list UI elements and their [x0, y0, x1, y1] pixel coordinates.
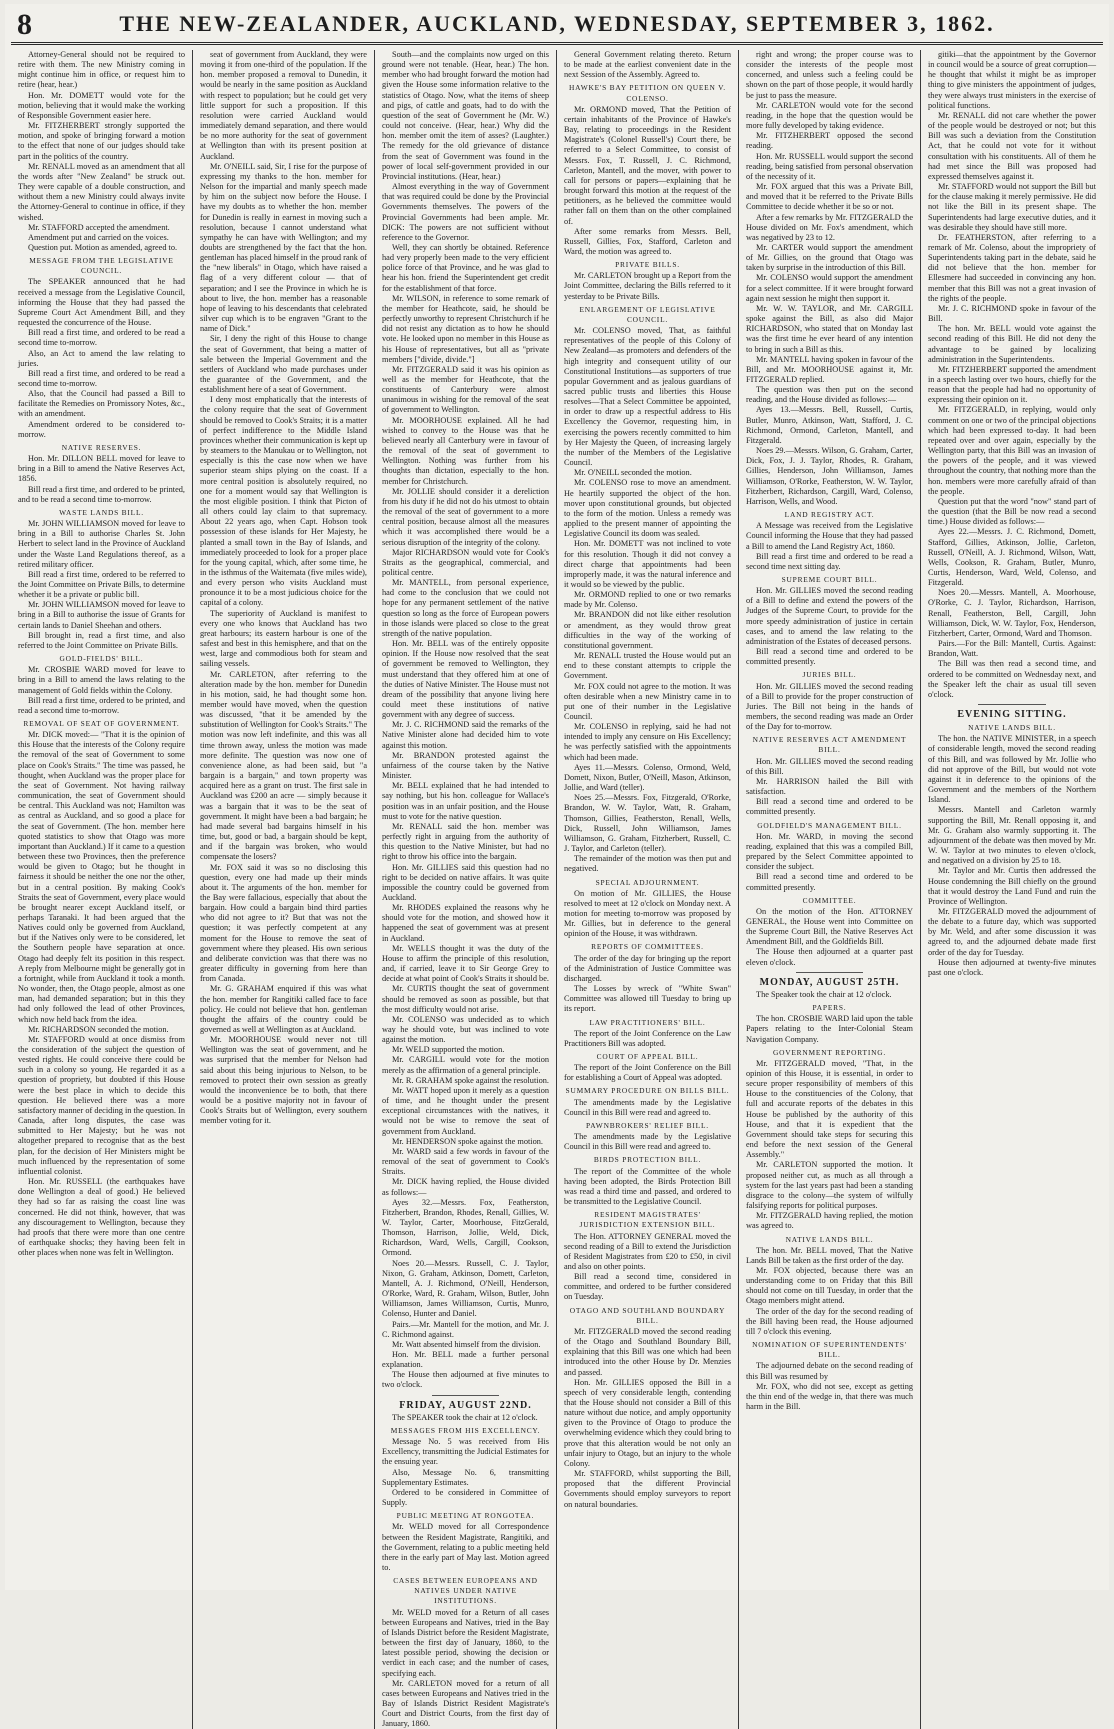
paragraph: After a few remarks by Mr. FITZGERALD the House divided on Mr. Fox's amendment, which was negatived by 23 to 12.: [746, 212, 913, 242]
paragraph: Mr. CARLETON would vote for the second reading, in the hope that the question would be more fully developed by taking evidence.: [746, 100, 913, 131]
section-heading: SUMMARY PROCEDURE ON BILLS BILL.: [565, 1086, 730, 1096]
section-heading: REMOVAL OF SEAT OF GOVERNMENT.: [23, 719, 180, 728]
paragraph: The amendments made by the Legislative Council in this Bill were read and agreed to.: [564, 1132, 731, 1152]
section-heading: PRIVATE BILLS.: [615, 260, 680, 270]
paragraph: Mr. FITZGERALD moved the second reading of the Otago and Southland Boundary Bill, explaining that this Bill was one which had been introduced into the other House by Dr. Menzies and passed.: [564, 1326, 731, 1377]
paragraph: On the motion of the Hon. ATTORNEY GENERAL, the House went into Committee on the Supreme Court Bill, the Native Reserves Act Amendment Bill, and the Goldfields Bill.: [746, 906, 913, 947]
section-heading: CASES BETWEEN EUROPEANS AND NATIVES UNDER NATIVE INSTITUTIONS.: [393, 1576, 538, 1606]
paragraph: Bill brought in, read a first time, and also referred to the Joint Committee on Private Bills.: [18, 630, 185, 650]
paragraph: Mr. COLENSO would support the amendment for a select committee. If it were brought forward again next session he might then support it.: [746, 273, 913, 303]
paragraph: Mr. WATT hoped upon it merely as a question of time, and he thought under the present exceptional circumstances with the natives, it would not be wise to remove the seat of government from Auckland.: [382, 1085, 549, 1136]
masthead: [11, 4, 1103, 45]
paragraph: Hon. Mr. RUSSELL would support the second reading, being satisfied from personal observation of the necessity of it.: [746, 151, 913, 181]
paragraph: Mr. FOX said it was so no disclosing this question, every one had made up their minds about it. The arguments of the hon. member for the Bay were fallacious, especially that about the bargain. How could a bargain bind third parties who did not agree to it? But that was not the question; it was perfectly competent at any moment for the House to remove the seat of government where they pleased. His own serious and deliberate conviction was that there was no greater difficulty in governing from here than from Canada.: [200, 862, 367, 984]
newspaper-title: THE NEW-ZEALANDER, AUCKLAND, WEDNESDAY, SEPTEMBER 3, 1862.: [119, 11, 995, 36]
column-5: [739, 50, 921, 1729]
paragraph: The amendments made by the Legislative Council in this Bill were read and agreed to.: [564, 1097, 731, 1117]
paragraph: Ayes 22.—Messrs. J. C. Richmond, Domett, Stafford, Gillies, Atkinson, Jollie, Carleton, Russell, O'Neill, A. J. Richmond, Wilson, Watt, Wells, Cookson, R. Graham, Butler, Munro, Curtis, Henderson, Ward, Weld, Colenso, and Fitzgerald.: [928, 527, 1096, 588]
sitting-heading: MONDAY, AUGUST 25TH.: [759, 976, 900, 988]
paragraph: Mr. DICK having replied, the House divided as follows:—: [382, 1177, 549, 1197]
paragraph: Mr. BELL explained that he had intended to say nothing, but his hon. colleague for Wallace's position was in an unfair position, and the House must to vote for the native question.: [382, 781, 549, 821]
paragraph: Bill read a second time and ordered to be committed presently.: [746, 797, 913, 817]
paragraph: Hon. Mr. GILLIES moved the second reading of a Bill to provide for the proper construction of Juries. The Bill not being in the hands of members, the second reading was made an Order of the Day for to-morrow.: [746, 681, 913, 732]
paragraph: Question put that the word "now" stand part of the question (that the Bill be now read a second time.) House divided as follows:—: [928, 496, 1096, 527]
paragraph: Mr. FOX argued that this was a Private Bill, and moved that it be referred to the Private Bills Committee to decide whether it be so or not.: [746, 182, 913, 212]
section-heading: RESIDENT MAGISTRATES' JURISDICTION EXTENSION BILL.: [579, 1210, 716, 1230]
paragraph: Mr. BRANDON did not like either resolution or amendment, as they would throw great difficulties in the way of the working of constitutional government.: [564, 610, 731, 650]
paragraph: Mr. MOORHOUSE would never not till Wellington was the seat of government, and he was surprised that the member for Nelson had said about this being injurious to Nelson, to be removed to protect their own session as greatly would the inconvenience be to both, that there would be a positive majority not in favour of Cook's Straits but of Wellington, every southern member voting for it.: [200, 1035, 367, 1126]
paragraph: Mr. WELD moved for a Return of all cases between Europeans and Natives, tried in the Bay of Islands District before the Resident Magistrate, between the first day of January, 1860, to the latest possible period, showing the decision or verdict in each case; and the number of cases, specifying each.: [382, 1607, 549, 1678]
article-columns: [11, 50, 1103, 1729]
paragraph: Mr. FITZGERALD, in replying, would only comment on one or two of the principal objections which had been expressed to-day. It had been repeated over and over again, especially by the Wellington party, that this Bill was an invasion of the powers of the people, and it was viewed throughout the country, that nothing more than the hon. members were more carefully afraid of than the people.: [928, 405, 1096, 496]
section-heading: ENLARGEMENT OF LEGISLATIVE COUNCIL.: [579, 304, 716, 324]
paragraph: Hon. Mr. DILLON BELL moved for leave to bring in a Bill to amend the Native Reserves Act, 1856.: [18, 454, 185, 484]
paragraph: Mr. FITZGERALD moved, "That, in the opinion of this House, it is essential, in order to secure proper responsibility of members of this House to the constituencies of the Colony, that full and accurate reports of the debates in this House be published by the authority of this House, and that it is expedient that the Government should take steps for securing this end before the next session of the General Assembly.": [746, 1058, 913, 1160]
paragraph: right and wrong; the proper course was to consider the interests of the people most concerned, and unless such a feeling could be shown on the part of those people, it would hardly be just to pass the measure.: [746, 50, 913, 100]
paragraph: Question put. Motion as amended, agreed to.: [28, 242, 178, 252]
paragraph: Bill read a first time, ordered to be printed, and read a second time to-morrow.: [18, 695, 185, 715]
paragraph: Mr. FITZGERALD moved the adjournment of the debate to a future day, which was supported by Mr. Weld, and after some discussion it was agreed to, and the adjourned debate made first order of the day for Tuesday.: [928, 906, 1096, 957]
paragraph: Ayes 32.—Messrs. Fox, Featherston, Fitzherbert, Brandon, Rhodes, Renall, Gillies, W. W. Taylor, Carter, Moorhouse, FitzGerald, Thomson, Harrison, Jollie, Weld, Dick, Richardson, Ward, Wells, Cargill, Cookson, Ormond.: [382, 1197, 549, 1258]
paragraph: Mr. J. C. RICHMOND said the remarks of the Native Minister alone had decided him to vote against this motion.: [382, 720, 549, 750]
paragraph: The adjourned debate on the second reading of this Bill was resumed by: [746, 1361, 913, 1381]
section-heading: PAPERS.: [812, 1003, 847, 1013]
paragraph: Mr. STAFFORD would at once dismiss from the consideration of the subject the question of vested rights. He could conceive there could be such in a colony so young. He regarded it as a question of propriety, but doubted if this House were the best place in which to decide this question. He believed there was a more satisfactory manner of deciding in the question. In Canada, after long disputes, the case was submitted to Her Majesty; but he was not altogether prepared to recognise that as the best plan, for the decision of Her Ministers might be much influenced by the representation of some influential colonist.: [18, 1034, 185, 1176]
paragraph: Mr. JOLLIE should consider it a dereliction from his duty if he did not do his utmost to obtain the removal of the seat of government to a more central position, because almost all the measures which it was accomplished there would be a serious disruption of the integrity of the colony.: [382, 486, 549, 547]
paragraph: The question was then put on the second reading, and the House divided as follows:—: [746, 385, 913, 405]
paragraph: Pairs.—For the Bill: Mantell, Curtis. Against: Brandon, Watt.: [928, 639, 1096, 659]
paragraph: Mr. CARLETON supported the motion. It proposed neither cut, as much as all through a system for the last years past had been a standing disgrace to the colony—the system of wilfully falsifying reports for political purposes.: [746, 1160, 913, 1211]
section-divider: [796, 972, 863, 973]
paragraph: seat of government from Auckland, they were moving it from one-third of the population. If the hon. member proposed a removal to Dunedin, it would be nearly in the same position as Auckland with respect to population; but he could get very little support for such a proposition. If this resolution were carried Auckland would immediately demand separation, and there would be no more authority for the seat of government at Wellington than with its present position at Auckland.: [200, 50, 367, 161]
paragraph: Mr. J. C. RICHMOND spoke in favour of the Bill.: [928, 303, 1096, 324]
paragraph: On motion of Mr. GILLIES, the House resolved to meet at 12 o'clock on Monday next. A motion for meeting to-morrow was proposed by Mr. Gillies, but in deference to the general opinion of the House, it was withdrawn.: [564, 888, 731, 939]
paragraph: Hon. Mr. GILLIES moved the second reading of this Bill.: [746, 756, 913, 776]
paragraph: The hon. CROSBIE WARD laid upon the table Papers relating to the Inter-Colonial Steam Navigation Company.: [746, 1014, 913, 1044]
paragraph: I deny most emphatically that the interests of the colony require that the seat of Government should be removed to Cook's Straits; it is a matter of perfect indifference to the Middle Island provinces whether their communication is kept up by steamers to the Manukau or to Wellington, not especially is this the case now when we have superior steam ships plying on the coast. If a more central position is absolutely required, no one for a moment would say that Wellington is the most eligible position. I think that Picton of all others could lay claim to that supremacy. About 22 years ago, when Capt. Hobson took possession of these islands for Her Majesty, he planted a small town in the Bay of Islands, and immediately proceeded to look for a proper place for the young capital, which, after some time, he in the isthmus of the Waitemata (five miles wide), and every person who visits Auckland must pronounce it to be a most judicious choice for the capital of a colony.: [200, 395, 367, 608]
paragraph: Mr. ORMOND moved, That the Petition of certain inhabitants of the Province of Hawke's Bay, relating to proceedings in the Resident Magistrate's (Colonel Russell's) Court there, be referred to a Select Committee, to consist of Messrs. Fox, T. Russell, J. C. Richmond, Carleton, Mantell, and the mover, with power to call for persons or papers—explaining that he brought forward this motion at the request of the petitioners, as he believed the committee would rather fall on them than on the other complained of.: [564, 104, 731, 226]
paragraph: Noes 20.—Messrs. Mantell, A. Moorhouse, O'Rorke, C. J. Taylor, Richardson, Harrison, Renall, Featherston, Bell, Cargill, John Williamson, Dick, W. W. Taylor, Fox, Henderson, Fitzherbert, Carter, Ormond, Ward and Thomson.: [928, 588, 1096, 638]
paragraph: Mr. JOHN WILLIAMSON moved for leave to bring in a Bill to authorise the issue of Grants for certain lands to Daniel Sheehan and others.: [18, 600, 185, 630]
paragraph: Bill read a first time and ordered to be read a second time next sitting day.: [746, 551, 913, 571]
paragraph: The Speaker took the chair at 12 o'clock.: [756, 989, 892, 999]
paragraph: Mr. COLENSO rose to move an amendment. He heartily supported the object of the hon. mover upon constitutional grounds, but objected to the form of the motion. Unless a remedy was applied to the present manner of appointing the Legislative Council its doom was sealed.: [564, 478, 731, 539]
paragraph: Messrs. Mantell and Carleton warmly supporting the Bill, Mr. Renall opposing it, and Mr. G. Graham also warmly supporting it. The adjournment of the debate was then moved by Mr. W. W. Taylor at two minutes to eleven o'clock, and negatived on a division by 25 to 18.: [928, 805, 1096, 866]
section-heading: BIRDS PROTECTION BILL.: [593, 1155, 702, 1165]
paragraph: House then adjourned at twenty-five minutes past one o'clock.: [928, 957, 1096, 977]
paragraph: Mr. MANTELL having spoken in favour of the Bill, and Mr. MOORHOUSE against it, Mr. FITZGERALD replied.: [746, 354, 913, 384]
paragraph: Mr. RENALL said the hon. member was perfectly right in arguing from the authority of this question to the Native Minister, but had no right to throw his office into the bargain.: [382, 821, 549, 862]
paragraph: Attorney-General should not be required to retire with them. The new Ministry coming in might continue him in office, or request him to retire (hear, hear.): [18, 50, 185, 90]
section-heading: HAWKE'S BAY PETITION ON QUEEN V. COLENSO.: [569, 83, 726, 103]
column-4: [557, 50, 739, 1729]
paragraph: Hon. Mr. RUSSELL (the earthquakes have done Wellington a deal of good.) He believed they had so far as raising the coast line was concerned. He did not think, however, that was any discouragement to Wellington, because they had proofs that there were more than one centre of earthquake shocks; they having been felt in other places when none was felt in Wellington.: [18, 1177, 185, 1258]
paragraph: Almost everything in the way of Government that was required could be done by the Provincial Governments themselves. The powers of the Provincial Governments had been ample. Mr. DICK: The powers are not sufficient without reference to the Governor.: [382, 182, 549, 242]
paragraph: Mr. FITZGERALD said it was his opinion as well as the member for Heathcote, that the constituents of Canterbury were almost unanimous in wishing for the removal of the seat of government to Wellington.: [382, 364, 549, 415]
section-heading: GOLDFIELD'S MANAGEMENT BILL.: [757, 820, 902, 830]
paragraph: Mr. RHODES explained the reasons why he should vote for the motion, and showed how it happened the seat of government was at present in Auckland.: [382, 903, 549, 943]
paragraph: Mr. STAFFORD, whilst supporting the Bill, proposed that the different Provincial Governments should employ surveyors to report on natural boundaries.: [564, 1469, 731, 1509]
paragraph: After some remarks from Messrs. Bell, Russell, Gillies, Fox, Stafford, Carleton and Ward, the motion was agreed to.: [564, 226, 731, 256]
paragraph: Ayes 11.—Messrs. Colenso, Ormond, Weld, Domett, Nixon, Butler, O'Neill, Mason, Atkinson, Jollie, and Ward (teller).: [564, 762, 731, 793]
paragraph: Bill read a second time and ordered to be committed presently.: [746, 647, 913, 667]
paragraph: Hon. Mr. DOMETT would vote for the motion, believing that it would make the working of Responsible Government easier here.: [18, 90, 185, 120]
paragraph: Mr. CARTER would support the amendment of Mr. Gillies, on the ground that Otago was taken by surprise in the introduction of this Bill.: [746, 242, 913, 273]
paragraph: Mr. RENALL trusted the House would put an end to these constant attempts to cripple the Government.: [564, 651, 731, 681]
section-heading: JURIES BILL.: [802, 670, 857, 680]
paragraph: The House then adjourned at five minutes to two o'clock.: [382, 1370, 549, 1390]
paragraph: A Message was received from the Legislative Council informing the House that they had passed a Bill to amend the Land Registry Act, 1860.: [746, 521, 913, 551]
paragraph: Mr. FOX objected, because there was an understanding come to on Friday that this Bill should not come on till Tuesday, in order that the Otago members might attend.: [746, 1265, 913, 1306]
section-heading: LAW PRACTITIONERS' BILL.: [589, 1017, 706, 1027]
paragraph: Mr. COLENSO in replying, said he had not intended to imply any censure on His Excellency; he was perfectly satisfied with the appointments which had been made.: [564, 722, 731, 762]
paragraph: Mr. MANTELL, from personal experience, had come to the conclusion that we could not hope for any permanent settlement of the native question so long as the force of European powers in those islands were placed so close to the great strength of the native population.: [382, 578, 549, 638]
paragraph: Mr. HARRISON hailed the Bill with satisfaction.: [746, 776, 913, 797]
paragraph: Mr. Taylor and Mr. Curtis then addressed the House condemning the Bill chiefly on the ground that it would destroy the Land Fund and ruin the Province of Wellington.: [928, 866, 1096, 906]
paragraph: Hon. Mr. GILLIES said this question had no right to be decided on native affairs. It was quite impossible the country could be governed from Auckland.: [382, 862, 549, 902]
section-heading: REPORTS OF COMMITTEES.: [591, 942, 704, 952]
section-heading: MESSAGE FROM THE LEGISLATIVE COUNCIL.: [29, 256, 174, 276]
paragraph: Mr. FOX, who did not see, except as getting the thin end of the wedge in, that there was much harm in the Bill.: [746, 1381, 913, 1411]
paragraph: Pairs.—Mr. Mantell for the motion, and Mr. J. C. Richmond against.: [382, 1319, 549, 1339]
paragraph: Mr. ORMOND replied to one or two remarks made by Mr. Colenso.: [564, 590, 731, 610]
paragraph: Hon. Mr. BELL was of the entirely opposite opinion. If the House now resolved that the seat of government be removed to Wellington, they must understand that they offered him at one of the duties of Native Minister. The House must not dream of the possibility that anyone living here could meet these institutions of native government with any degree of success.: [382, 639, 549, 720]
newspaper-page: [5, 4, 1109, 1729]
paragraph: Ayes 13.—Messrs. Bell, Russell, Curtis, Butler, Munro, Atkinson, Watt, Stafford, J. C. Richmond, Ormond, Carleton, Mantell, and Fitzgerald.: [746, 405, 913, 445]
paragraph: The report of the Joint Conference on the Law Practitioners Bill was adopted.: [564, 1028, 731, 1048]
paragraph: Bill read a first time, and ordered to be read a second time to-morrow.: [18, 328, 185, 348]
paragraph: Hon. Mr. DOMETT was not inclined to vote for this resolution. Though it did not convey a direct charge that appointments had been improperly made, it was the natural inference and it would so be viewed by the public.: [564, 539, 731, 589]
paragraph: Mr. CARLETON, after referring to the alteration made by the hon. member for Dunedin in his motion, said, he had thought some hon. member would have moved, when the question was discussed, "that it be amended by the substitution of Wellington for Cook's Straits." The motion was now left indefinite, and this was all time thrown away, unless the motion was made more definite. The question was now one of convenience alone, as had been said, but "a bargain is a bargain," and town property was acquired here as a grant on trust. The first sale in Auckland was £200 an acre — simply because it was a bargain that it was to be the seat of government. It might have been a bad bargain; he had made several bad bargains himself in his time, but, good or bad, a bargain should be kept, and if the bargain was broken, who would compensate the losers?: [200, 669, 367, 862]
sitting-heading: FRIDAY, AUGUST 22ND.: [399, 1399, 532, 1411]
paragraph: Mr. BRANDON protested against the unfairness of the course taken by the Native Minister.: [382, 750, 549, 781]
paragraph: Mr. DICK moved:— "That it is the opinion of this House that the interests of the Colony require the removal of the seat of Government to some place on Cook's Straits." The time was passed, he thought, when Auckland was the proper place for the seat of Government. Not having railway communication, the seat of Government should be central. This Auckland was not; Hamilton was as central as Auckland, and so good a place for the seat of Government. (The hon. member here quoted statistics to show that Otago was more important than Auckland.) If it came to a question between these two Provinces, then the preference would be given to Otago; but he thought in fairness it should be neither the one nor the other, but in a central position. By making Cook's Straits the seat of Government, every place would be brought nearer except Auckland itself, or perhaps Taranaki. It had been argued that the Natives could only be governed from Auckland, but if the Natives only were to be considered, let the Southern people have separation at once. Otago had deeply felt its position in this respect. A reply from Melbourne might be generally got in a fortnight, while from Auckland it took a month. No wonder, then, the Otago people, almost as one man, had demanded separation; but in this they had only followed the lead of other Provinces, which now held back from the idea.: [18, 730, 185, 1024]
paragraph: Noes 29.—Messrs. Wilson, G. Graham, Carter, Dick, Fox, J. J. Taylor, Rhodes, R. Graham, Gillies, Henderson, John Williamson, James Williamson, O'Rorke, Featherston, W. W. Taylor, Fitzherbert, Richardson, Cargill, Ward, Colenso, Harrison, Wells, and Wood.: [746, 446, 913, 506]
section-heading: COURT OF APPEAL BILL.: [596, 1052, 699, 1061]
paragraph: South—and the complaints now urged on this ground were not tenable. (Hear, hear.) The hon. member who had brought forward the motion had given the House some information relative to the statistics of Otago. Now, what the items of sheep and pigs, of cattle and goats, had to do with the question of the seat of Government he (Mr. W.) could not conceive. (Hear, hear.) Why did the hon. member omit the item of asses? (Laughter.) The remedy for the old grievance of distance from the seat of Government was found in the power of local self-government provided in our Provincial institutions. (Hear, hear.): [382, 50, 549, 181]
paragraph: Mr. CARLETON moved for a return of all cases between Europeans and Natives tried in the Bay of Islands District Resident Magistrate's Court and District Courts, from the first day of January, 1860.: [382, 1678, 549, 1729]
paragraph: The report of the Committee of the whole having been adopted, the Birds Protection Bill was read a third time and passed, and ordered to be transmitted to the Legislative Council.: [564, 1166, 731, 1207]
paragraph: The order of the day for bringing up the report of the Administration of Justice Committee was discharged.: [564, 953, 731, 983]
paragraph: Bill read a first time, ordered to be referred to the Joint Committee on Private Bills, to determine whether it be a private or public bill.: [18, 569, 185, 600]
paragraph: Mr. FITZHERBERT opposed the second reading.: [746, 131, 913, 151]
paragraph: Mr. JOHN WILLIAMSON moved for leave to bring in a Bill to authorise Charles St. John Herbert to select land in the Province of Auckland under the Waste Land Regulations thereof, as a retired military officer.: [18, 519, 185, 569]
paragraph: Mr. FITZHERBERT strongly supported the motion, and spoke of bringing forward a motion to the effect that none of our judges should take part in the politics of the country.: [18, 121, 185, 161]
section-divider: [432, 1395, 499, 1396]
paragraph: Mr. Watt absented himself from the division.: [392, 1339, 541, 1349]
column-6: [921, 50, 1103, 1729]
paragraph: The Hon. ATTORNEY GENERAL moved the second reading of a Bill to extend the Jurisdiction of Resident Magistrates from £20 to £50, in civil and also on other points.: [564, 1231, 731, 1271]
paragraph: The SPEAKER took the chair at 12 o'clock.: [392, 1412, 538, 1422]
section-heading: COMMITTEE.: [802, 895, 857, 905]
paragraph: The Bill was then read a second time, and ordered to be committed on Wednesday next, and the Speaker left the chair as usual till seven o'clock.: [928, 659, 1096, 699]
section-heading: NATIVE LANDS BILL.: [785, 1234, 874, 1244]
paragraph: Mr. O'NEILL seconded the motion.: [574, 468, 692, 478]
paragraph: Ordered to be considered in Committee of Supply.: [382, 1487, 549, 1508]
paragraph: Mr. COLENSO moved, That, as faithful representatives of the people of this Colony of New Zealand—as promoters and defenders of the high integrity and consequent utility of our Constitutional Institutions—as supporters of true popular Government and as jealous guardians of sacred public trusts and liberties this House resolves—That a Select Committee be appointed, in order to draw up a respectful address to His Excellency the Governor, requesting him, in exercising the powers recently committed to him by Her Majesty the Queen, of increasing largely the number of the Members of the Legislative Council.: [564, 326, 731, 468]
paragraph: The Losses by wreck of "White Swan" Committee was allowed till Tuesday to bring up its report.: [564, 984, 731, 1014]
paragraph: Bill read a first time, and ordered to be printed, and to be read a second time to-morrow.: [18, 484, 185, 504]
paragraph: Mr. COLENSO was undecided as to which way he should vote, but was inclined to vote against the motion.: [382, 1014, 549, 1045]
paragraph: Mr. HENDERSON spoke against the motion.: [392, 1136, 543, 1146]
paragraph: Mr. CURTIS thought the seat of government should be removed as soon as possible, but that the most difficulty would not arise.: [382, 984, 549, 1014]
paragraph: The hon. Mr. BELL moved, That the Native Lands Bill be taken as the first order of the day.: [746, 1245, 913, 1265]
paragraph: Bill read a first time, and ordered to be read a second time to-morrow.: [18, 368, 185, 388]
page-number: 8: [17, 8, 33, 41]
paragraph: Hon. Mr. GILLIES moved the second reading of a Bill to define and extend the powers of the Judges of the Supreme Court, to provide for the more speedy administration of justice in certain cases, and to amend the law relating to the administration of the Estates of deceased persons.: [746, 586, 913, 646]
section-heading: NATIVE LANDS BILL.: [968, 723, 1056, 733]
paragraph: Mr. WELD supported the motion.: [392, 1045, 505, 1055]
paragraph: The superiority of Auckland is manifest to every one who knows that Auckland has two great harbours; its eastern harbour is one of the safest and best in this hemisphere, and that on the west, large and commodious both for steam and sailing vessels.: [200, 608, 367, 669]
paragraph: Also, an Act to amend the law relating to juries.: [18, 348, 185, 368]
paragraph: Hon. Mr. BELL made a further personal explanation.: [382, 1350, 549, 1370]
section-heading: PAWNBROKERS' RELIEF BILL.: [586, 1120, 709, 1130]
section-heading: NOMINATION OF SUPERINTENDENTS' BILL.: [752, 1340, 907, 1360]
paragraph: Mr. FOX could not agree to the motion. It was often desirable when a new Ministry came in to put one of their number in the Legislative Council.: [564, 681, 731, 721]
paragraph: Mr. WILSON, in reference to some remark of the member for Heathcote, said, he should be perfectly unworthy to represent Christchurch if he did not resist any dictation as to how he should vote. He looked upon no member in this House as his House of representatives, but all as "private members ["divide, divide."]: [382, 293, 549, 364]
paragraph: The House then adjourned at a quarter past eleven o'clock.: [746, 947, 913, 967]
column-1: [11, 50, 193, 1729]
paragraph: Well, they can shortly be obtained. Reference had very properly been made to the very efficient police force of that Province, and he was glad to hear his hon. friend the Superintendent get credit for the establishment of that force.: [382, 242, 549, 293]
column-2: [193, 50, 375, 1729]
paragraph: Also, that the Council had passed a Bill to facilitate the Remedies on Promissory Notes, &c., with an amendment.: [18, 389, 185, 419]
section-heading: NATIVE RESERVES ACT AMENDMENT BILL.: [752, 735, 907, 755]
paragraph: Mr. STAFFORD would not support the Bill but for the clause making it merely permissive. He did not like the Bill in its present shape. The Superintendents had large executive duties, and it was desirable they should have still more.: [928, 182, 1096, 232]
paragraph: Mr. CARLETON brought up a Report from the Joint Committee, declaring the Bills referred to it yesterday to be Private Bills.: [564, 271, 732, 301]
section-heading: NATIVE RESERVES.: [61, 442, 142, 452]
paragraph: The hon. Mr. BELL would vote against the second reading of this Bill. He did not deny the advantage to be gained by localizing administration in the Superintendents.: [928, 324, 1096, 364]
sitting-heading: EVENING SITTING.: [957, 709, 1067, 720]
paragraph: gitiki—that the appointment by the Governor in council would be a source of great corruption—he thought that whilst it might be as improper thing to give ministers the appointment of judges, they were always trust ministers in the exercise of political functions.: [928, 50, 1096, 110]
paragraph: Bill read a second time and ordered to be committed presently.: [746, 872, 913, 892]
paragraph: The order of the day for the second reading of the Bill having been read, the House adjourned till 7 o'clock this evening.: [746, 1306, 913, 1336]
paragraph: Mr. WARD said a few words in favour of the removal of the seat of government to Cook's Straits.: [382, 1146, 549, 1177]
paragraph: The SPEAKER announced that he had received a message from the Legislative Council, informing the House that they had passed the Supreme Court Act Amendment Bill, and they requested the concurrence of the House.: [18, 277, 185, 328]
paragraph: Mr. RENALL did not care whether the power of the people would be destroyed or not; but this Bill was such a deviation from the Constitution Act, that he could not vote for it without consultation with his constituents. All of them he had met since the Bill was proposed had expressed themselves against it.: [928, 110, 1096, 181]
column-3: [375, 50, 557, 1729]
paragraph: Dr. FEATHERSTON, after referring to a remark of Mr. Colenso, about the impropriety of Superintendents taking part in the debate, said he did not believe that the hon. member for Ellesmere had succeeded in convincing any hon. member that this Bill was not a great invasion of the rights of the people.: [928, 232, 1096, 303]
section-heading: LAND REGISTRY ACT.: [784, 510, 875, 520]
paragraph: Mr. G. GRAHAM enquired if this was what the hon. member for Rangitiki called face to face policy. He could not believe that hon. gentleman thought the affairs of the country could be governed as well at Wellington as at Auckland.: [200, 984, 367, 1034]
section-heading: SPECIAL ADJOURNMENT.: [595, 877, 700, 887]
paragraph: Hon. Mr. WARD, in moving the second reading, explained that this was a compiled Bill, prepared by the Select Committee appointed to consider the subject.: [746, 831, 913, 872]
paragraph: Mr. WELLS thought it was the duty of the House to affirm the principle of this resolution, and, if carried, leave it to Sir George Grey to decide at what point of Cook's Straits it should be.: [382, 943, 549, 984]
paragraph: The remainder of the motion was then put and negatived.: [564, 854, 731, 874]
paragraph: Mr. WELD moved for all Correspondence between the Resident Magistrate, Rangitiki, and the Government, relating to a public meeting held there in the early part of May last. Motion agreed to.: [382, 1522, 549, 1572]
paragraph: Mr. CROSBIE WARD moved for leave to bring in a Bill to amend the laws relating to the management of Gold fields within the Colony.: [18, 665, 185, 695]
paragraph: Message No. 5 was received from His Excellency, transmitting the Judicial Estimates for the ensuing year.: [382, 1437, 549, 1467]
paragraph: Also, Message No. 6, transmitting Supplementary Estimates.: [382, 1467, 549, 1487]
paragraph: Mr. CARGILL would vote for the motion merely as the affirmation of a general principle.: [382, 1055, 549, 1075]
paragraph: Mr. R. GRAHAM spoke against the resolution.: [392, 1075, 549, 1085]
section-divider: [978, 704, 1045, 705]
paragraph: The report of the Joint Conference on the Bill for establishing a Court of Appeal was adopted.: [564, 1063, 731, 1083]
section-heading: MESSAGES FROM HIS EXCELLENCY.: [390, 1425, 541, 1435]
section-heading: OTAGO AND SOUTHLAND BOUNDARY BILL.: [569, 1305, 726, 1325]
section-heading: WASTE LANDS BILL.: [59, 507, 144, 517]
paragraph: Amendment put and carried on the voices.: [28, 232, 169, 242]
section-heading: PUBLIC MEETING AT RONGOTEA.: [396, 1511, 535, 1521]
paragraph: Mr. FITZGERALD having replied, the motion was agreed to.: [746, 1211, 913, 1231]
paragraph: Major RICHARDSON would vote for Cook's Straits as the geographical, commercial, and political centre.: [382, 547, 549, 577]
paragraph: Noes 20.—Messrs. Russell, C. J. Taylor, Nixon, G. Graham, Atkinson, Domett, Carleton, Mantell, A. J. Richmond, O'Neill, Henderson, O'Rorke, Ward, R. Graham, Wilson, Butler, John Williamson, James Williamson, Curtis, Munro, Colenso, Hunter and Daniel.: [382, 1258, 549, 1319]
paragraph: Noes 25.—Messrs. Fox, Fitzgerald, O'Rorke, Brandon, W. W. Taylor, Watt, R. Graham, Thomson, Gillies, Featherston, Renall, Wells, Dick, Russell, John Williamson, James Williamson, G. Graham, Fitzherbert, Russell, C. J. Taylor, and Carleton (teller).: [564, 793, 731, 854]
paragraph: Bill read a second time, considered in committee, and ordered to be further considered on Tuesday.: [564, 1272, 731, 1302]
paragraph: Sir, I deny the right of this House to change the seat of Government, that being a matter of sale between the Imperial Government and the settlers of Auckland who made purchases under the guarantee of the Government, and the establishment here of a seat of Government.: [200, 334, 367, 395]
paragraph: Mr. RICHARDSON seconded the motion.: [28, 1024, 169, 1034]
paragraph: Mr. RENALL moved as an amendment that all the words after "New Zealand" be struck out. They were capable of a double construction, and without them a new Ministry could always invite the Attorney-General to continue in office, if they wished.: [18, 161, 185, 222]
paragraph: Mr. O'NEILL said, Sir, I rise for the purpose of expressing my thanks to the hon. member for Nelson for the impartial and manly speech made by him on the subject now before the House. I have my doubts as to whether the hon. member for Dunedin is really in earnest in moving such a resolution, because I cannot understand what sympathy he can have with Wellington; and my doubts are strengthened by the fact that the hon. gentleman has placed himself in the proud rank of the "new liberals" in Otago, which have raised a flag of a very different colour — that of separation; and I see the Province in which he is about to live, the hon. member has a reasonable hope of leaving to his descendants that celebrated silver cup which is to be engraven "Grant to the name of Dick.": [200, 161, 367, 334]
paragraph: General Government relating thereto. Return to be made at the earliest convenient date in the next Session of the Assembly. Agreed to.: [564, 50, 731, 80]
paragraph: Amendment ordered to be considered to-morrow.: [18, 419, 185, 439]
section-heading: GOVERNMENT REPORTING.: [772, 1047, 887, 1057]
paragraph: Mr. MOORHOUSE explained. All he had wished to convey to the House was that he believed nearly all Canterbury were in favour of the removal of the seat of government to Wellington. Nothing was further from his thoughts than dictation, especially to the hon. member for Christchurch.: [382, 415, 549, 486]
paragraph: Mr. STAFFORD accepted the amendment.: [28, 222, 170, 232]
paragraph: Hon. Mr. GILLIES opposed the Bill in a speech of very considerable length, contending that the House should not consider a Bill of this nature without due notice, and amply opportunity given to the Province of Otago to produce the overwhelming evidence which they could bring to prove that this alteration would be not only an unfair injury to Otago, but an injury to the whole Colony.: [564, 1377, 731, 1468]
paragraph: The hon. the NATIVE MINISTER, in a speech of considerable length, moved the second reading of this Bill, and was followed by Mr. Jollie who did not approve of the Bill, but would not vote against it in deference to the opinions of the Government and the members of the Northern Island.: [928, 734, 1096, 805]
section-heading: SUPREME COURT BILL.: [781, 574, 878, 584]
section-heading: GOLD-FIELDS' BILL.: [59, 654, 144, 664]
paragraph: Mr. FITZHERBERT supported the amendment in a speech lasting over two hours, chiefly for the reason that the people had had no opportunity of expressing their opinion on it.: [928, 364, 1096, 405]
paragraph: Mr. W. W. TAYLOR, and Mr. CARGILL spoke against the Bill, as also did Major RICHARDSON, who stated that on Monday last was the first time he ever heard of any intention to bring in such a Bill as this.: [746, 303, 913, 354]
